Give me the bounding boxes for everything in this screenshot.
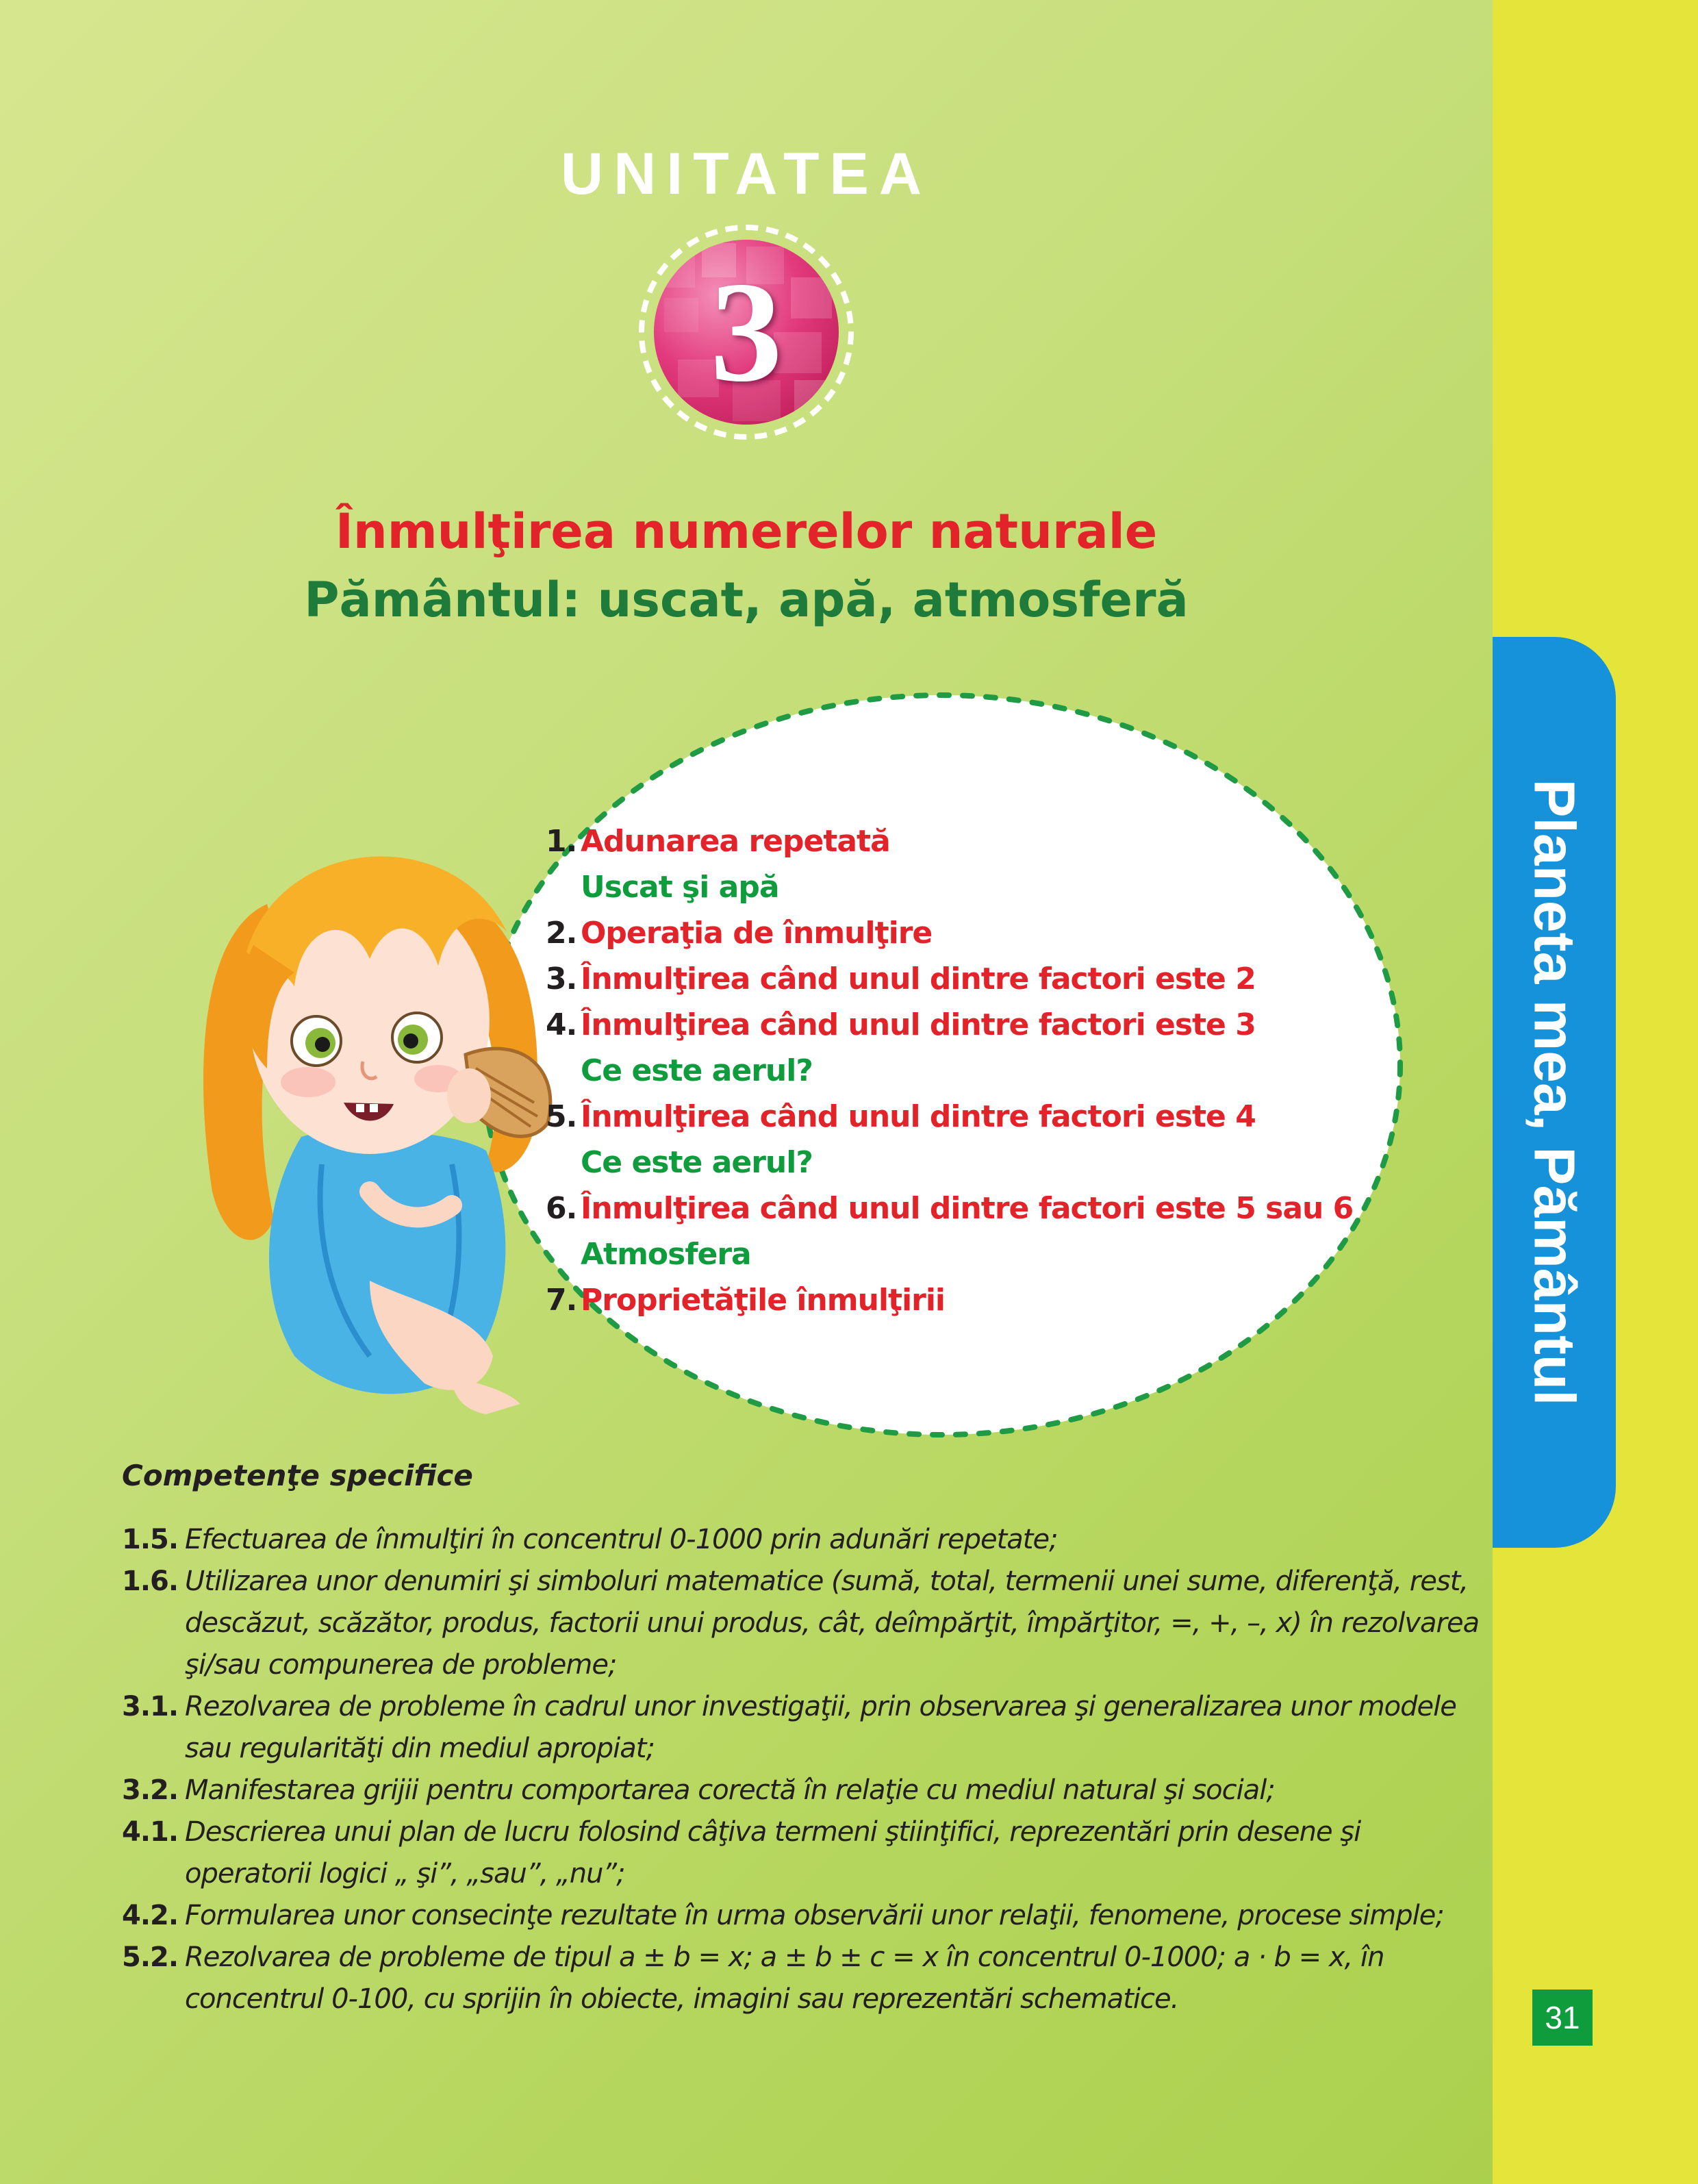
unit-label: UNITATEA: [561, 141, 932, 207]
competency-text: Rezolvarea de probleme în cadrul unor investigaţii, prin observarea şi generalizarea unor modele sau regularităţi din mediul apropiat;: [185, 1691, 1456, 1764]
title-science: Pământul: uscat, apă, atmosferă: [304, 572, 1189, 628]
lesson-title: Adunarea repetată: [581, 824, 890, 859]
competency-text: Formularea unor consecinţe rezultate în urma observării unor relaţii, fenomene, procese simple;: [185, 1900, 1444, 1931]
lesson-number: 4.: [546, 1007, 577, 1042]
lesson-subtopic: Uscat şi apă: [581, 870, 779, 905]
competency-item: [122, 1937, 1484, 2020]
list-item: [546, 1185, 1353, 1231]
lesson-title: Operaţia de înmulţire: [581, 916, 933, 951]
lesson-subtopic: Ce este aerul?: [581, 1053, 813, 1088]
competency-item: [122, 1895, 1484, 1937]
lesson-number: 3.: [546, 962, 577, 996]
competency-code: 3.1.: [122, 1691, 179, 1722]
list-item: [546, 956, 1353, 1002]
competency-item: [122, 1519, 1484, 1561]
competency-code: 5.2.: [122, 1942, 179, 1973]
competency-code: 1.5.: [122, 1524, 179, 1555]
competency-code: 4.2.: [122, 1900, 179, 1931]
side-tab-label: Planeta mea, Pământul: [1522, 779, 1587, 1406]
competency-text: Utilizarea unor denumiri şi simboluri matematice (sumă, total, termenii unei sume, diferenţă, rest, descăzut, scăzător, produs, factorii unui produs, cât, deîmpărţit, împărţitor, =, +, –, x) în rezolvarea şi/sau compunerea de probleme;: [185, 1566, 1480, 1681]
lesson-title: Înmulţirea când unul dintre factori este 5 sau 6: [581, 1191, 1354, 1226]
lesson-title: Proprietăţile înmulţirii: [581, 1283, 946, 1318]
lesson-subtopic: Atmosfera: [581, 1237, 751, 1272]
competency-text: Rezolvarea de probleme de tipul a ± b = x; a ± b ± c = x în concentrul 0-1000; a · b = x, în concentrul 0-100, cu sprijin în obiecte, imagini sau reprezentări schematice.: [185, 1942, 1384, 2015]
lesson-subtopic: Ce este aerul?: [581, 1145, 813, 1180]
list-item: [546, 1277, 1353, 1323]
lesson-number: 1.: [546, 824, 577, 859]
list-item: [546, 910, 1353, 956]
competency-code: 1.6.: [122, 1566, 179, 1597]
lesson-number: 6.: [546, 1191, 577, 1226]
competencies-heading: Competenţe specifice: [122, 1459, 473, 1492]
title-math: Înmulţirea numerelor naturale: [335, 503, 1158, 560]
lesson-title: Înmulţirea când unul dintre factori este 2: [581, 962, 1256, 996]
list-item: [546, 1002, 1353, 1048]
competency-item: [122, 1770, 1484, 1811]
competency-item: [122, 1686, 1484, 1770]
competencies-list: [122, 1519, 1484, 2020]
competency-text: Efectuarea de înmulţiri în concentrul 0-1000 prin adunări repetate;: [185, 1524, 1058, 1555]
competency-item: [122, 1561, 1484, 1686]
list-item: [546, 1094, 1353, 1140]
list-item: [546, 818, 1353, 864]
competency-code: 4.1.: [122, 1816, 179, 1848]
competency-text: Manifestarea grijii pentru comportarea corectă în relaţie cu mediul natural şi social;: [185, 1774, 1275, 1806]
competency-code: 3.2.: [122, 1774, 179, 1806]
competency-text: Descrierea unui plan de lucru folosind câţiva termeni ştiinţifici, reprezentări prin desene şi operatorii logici „ şi”, „sau”, „nu”;: [185, 1816, 1361, 1890]
lesson-title: Înmulţirea când unul dintre factori este 3: [581, 1007, 1256, 1042]
lesson-number: 5.: [546, 1099, 577, 1134]
page-number: 31: [1532, 1990, 1593, 2046]
lesson-number: 7.: [546, 1283, 577, 1318]
unit-number: 3: [710, 252, 783, 412]
lesson-number: 2.: [546, 916, 577, 951]
competency-item: [122, 1811, 1484, 1895]
lessons-list: [546, 818, 1353, 1323]
lesson-title: Înmulţirea când unul dintre factori este 4: [581, 1099, 1256, 1134]
